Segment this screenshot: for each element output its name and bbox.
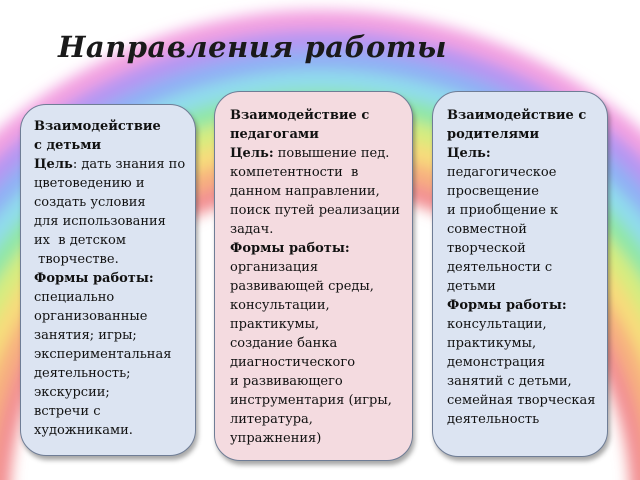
goal-text: повышение пед. компетентности в данном направлении, поиск путей реализации задач.: [230, 146, 400, 237]
forms-text: консультации, практикумы, демонстрация занятий с детьми, семейная творческая деятельность: [447, 317, 596, 427]
forms-label: Формы работы:: [447, 298, 567, 313]
card-heading: Взаимодействие с детьми: [34, 119, 161, 153]
goal-text: педагогическое просвещение и приобщение к совместной творческой деятельности с детьми: [447, 165, 559, 294]
card-heading: Взаимодействие с родителями: [447, 108, 587, 142]
card-heading: Взаимодействие с педагогами: [230, 108, 370, 142]
card-parents: [432, 91, 608, 457]
forms-label: Формы работы:: [230, 241, 350, 256]
goal-label: Цель:: [447, 146, 491, 161]
goal-label: Цель: [34, 157, 73, 172]
card-teachers: [214, 91, 413, 461]
goal-label: Цель:: [230, 146, 274, 161]
forms-text: организация развивающей среды, консультации, практикумы, создание банка диагностического и развивающего инструментария (игры, литература, упражнения): [230, 260, 392, 446]
forms-text: специально организованные занятия; игры; экспериментальная деятельность; экскурсии; встречи с художниками.: [34, 290, 172, 438]
page-title: Направления работы: [58, 30, 448, 64]
goal-text: : дать знания по цветоведению и создать условия для использования их в детском творчестве.: [34, 157, 186, 267]
card-children: [20, 104, 196, 456]
forms-label: Формы работы:: [34, 271, 154, 286]
